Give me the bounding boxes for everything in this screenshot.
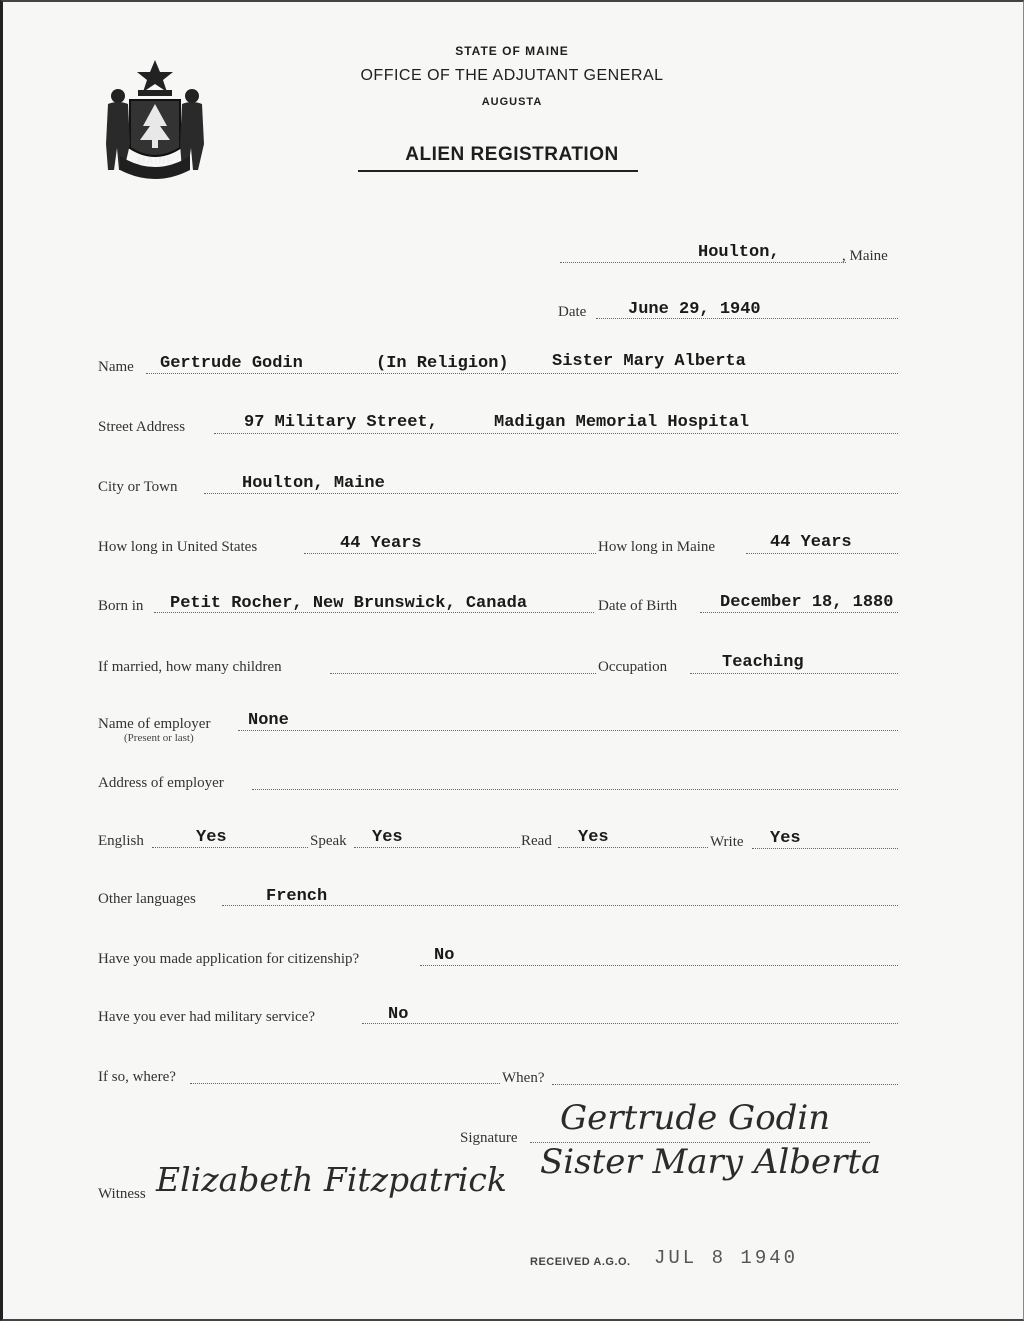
page-title: ALIEN REGISTRATION: [405, 144, 619, 165]
when-line: [552, 1084, 898, 1085]
citizenship-value: No: [434, 946, 455, 965]
born-label: Born in: [98, 598, 144, 614]
name-label: Name: [98, 359, 134, 375]
us-residence-line: [304, 553, 596, 554]
witness-label: Witness: [98, 1186, 146, 1202]
military-label: Have you ever had military service?: [98, 1009, 315, 1025]
city-line: [204, 493, 898, 494]
where-label: If so, where?: [98, 1069, 176, 1085]
witness-signature: Elizabeth Fitzpatrick: [156, 1160, 507, 1199]
occupation-value: Teaching: [722, 653, 804, 672]
military-line: [362, 1023, 898, 1024]
name-line: [146, 373, 898, 374]
speak-label: Speak: [310, 833, 347, 849]
city-label: City or Town: [98, 479, 178, 495]
maine-residence-label: How long in Maine: [598, 539, 716, 555]
write-value: Yes: [770, 829, 801, 848]
street-line: [214, 433, 898, 434]
write-label: Write: [710, 834, 744, 850]
received-stamp-date: JUL 8 1940: [654, 1247, 799, 1269]
employer-address-label: Address of employer: [98, 775, 224, 791]
street-extra: Madigan Memorial Hospital: [494, 413, 750, 432]
date-value: June 29, 1940: [628, 300, 761, 319]
citizenship-label: Have you made application for citizenship?: [98, 951, 360, 967]
speak-value: Yes: [372, 828, 403, 847]
maine-residence-value: 44 Years: [770, 533, 852, 552]
place-suffix: , Maine: [842, 248, 888, 264]
us-residence-label: How long in United States: [98, 539, 258, 555]
read-line: [558, 847, 708, 848]
city-value: Houlton, Maine: [242, 474, 385, 493]
where-line: [190, 1083, 500, 1084]
dob-value: December 18, 1880: [720, 593, 894, 612]
children-line: [330, 673, 596, 674]
name-extra: (In Religion): [376, 354, 509, 373]
employer-address-line: [252, 789, 898, 790]
header-state: STATE OF MAINE: [455, 44, 569, 58]
born-value: Petit Rocher, New Brunswick, Canada: [170, 594, 528, 613]
maine-residence-line: [746, 553, 898, 554]
street-label: Street Address: [98, 419, 186, 435]
place-line: [560, 262, 846, 263]
street-value: 97 Military Street,: [244, 413, 438, 432]
english-line: [152, 847, 308, 848]
employer-label: Name of employer: [98, 716, 211, 732]
speak-line: [354, 847, 520, 848]
military-value: No: [388, 1005, 409, 1024]
received-stamp: RECEIVED A.G.O.: [530, 1256, 631, 1268]
read-label: Read: [521, 833, 552, 849]
read-value: Yes: [578, 828, 609, 847]
dob-line: [700, 612, 898, 613]
other-languages-value: French: [266, 887, 328, 906]
citizenship-line: [420, 965, 898, 966]
signature-name: Gertrude Godin: [560, 1098, 831, 1138]
name-value: Gertrude Godin: [160, 354, 303, 373]
children-label: If married, how many children: [98, 659, 282, 675]
dob-label: Date of Birth: [598, 598, 678, 614]
occupation-label: Occupation: [598, 659, 668, 675]
english-value: Yes: [196, 828, 227, 847]
employer-sublabel: (Present or last): [124, 732, 194, 744]
religious-name-value: Sister Mary Alberta: [552, 352, 746, 371]
place-value: Houlton,: [698, 243, 780, 262]
header-office: OFFICE OF THE ADJUTANT GENERAL: [360, 67, 664, 84]
date-label: Date: [558, 304, 587, 320]
occupation-line: [690, 673, 898, 674]
header-city: AUGUSTA: [481, 96, 543, 108]
employer-line: [238, 730, 898, 731]
write-line: [752, 848, 898, 849]
when-label: When?: [502, 1070, 545, 1086]
signature-label: Signature: [460, 1130, 518, 1146]
seal-banner-text: MAINE: [137, 156, 175, 167]
english-label: English: [98, 833, 144, 849]
us-residence-value: 44 Years: [340, 534, 422, 553]
other-languages-label: Other languages: [98, 891, 196, 907]
title-underline: [358, 170, 638, 172]
employer-value: None: [248, 711, 289, 730]
signature-religious-name: Sister Mary Alberta: [540, 1142, 882, 1182]
